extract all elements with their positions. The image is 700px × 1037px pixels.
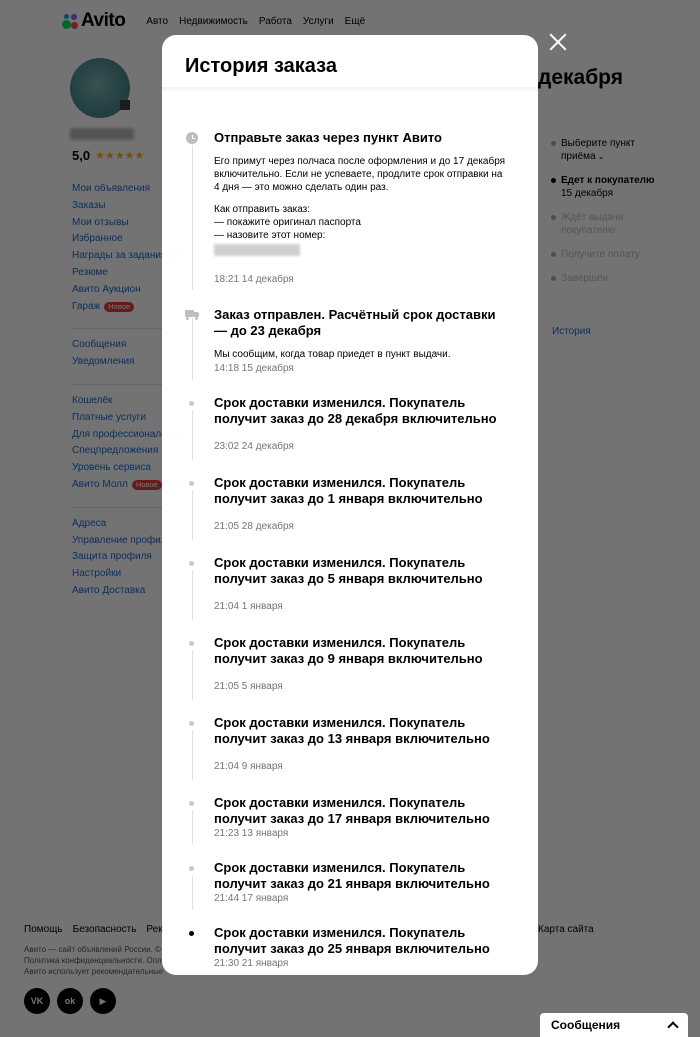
timeline-connector — [192, 490, 193, 540]
timeline-event-body — [214, 130, 510, 285]
timeline-dot-icon — [189, 801, 194, 806]
timeline-dot-icon — [189, 641, 194, 646]
timeline-dot-icon — [189, 561, 194, 566]
timeline-dot-icon — [189, 401, 194, 406]
timeline-event-title: Срок доставки изменился. Покупатель получит заказ до 21 января включительно — [214, 860, 490, 891]
modal-title: История заказа — [185, 55, 337, 77]
timeline-event-text: Его примут через полчаса после оформления и до 17 декабря включительно. Если не успеваете, продлите срок отправки на 4 дня — это можно сделать один раз. — [214, 156, 506, 193]
order-history-modal — [162, 35, 538, 975]
send-instruction-line: — назовите этот номер: — [214, 230, 326, 241]
timeline-event-body — [214, 925, 510, 969]
timeline-event-title: Срок доставки изменился. Покупатель получит заказ до 28 декабря включительно — [214, 395, 497, 426]
timeline-dot-icon — [189, 481, 194, 486]
timeline-connector — [192, 875, 193, 910]
timeline-event-title: Срок доставки изменился. Покупатель получит заказ до 5 января включительно — [214, 555, 483, 586]
timeline-dot-icon — [189, 561, 194, 566]
timeline-dot-icon — [189, 866, 194, 871]
timeline-event-body — [214, 395, 510, 452]
timeline-event-time: 21:04 1 января — [214, 601, 283, 612]
timeline-event-title: Отправьте заказ через пункт Авито — [214, 130, 442, 145]
timeline-event-time: 21:44 17 января — [214, 893, 289, 904]
timeline-dot-icon — [189, 801, 194, 806]
timeline-connector — [192, 730, 193, 780]
clock-icon — [186, 132, 198, 144]
timeline-event-title: Срок доставки изменился. Покупатель получит заказ до 17 января включительно — [214, 795, 490, 826]
timeline-dot-icon — [189, 401, 194, 406]
timeline-event-time: 21:04 9 января — [214, 761, 283, 772]
timeline-connector — [192, 570, 193, 620]
shipment-code-blurred — [214, 244, 300, 256]
timeline-event-time: 21:23 13 января — [214, 828, 289, 839]
messages-bar[interactable] — [540, 1013, 688, 1037]
modal-header-shadow — [162, 87, 538, 93]
timeline-event-title: Срок доставки изменился. Покупатель получит заказ до 13 января включительно — [214, 715, 490, 746]
timeline-connector — [192, 318, 193, 380]
timeline-event-time: 21:05 28 декабря — [214, 521, 294, 532]
send-instruction-line: Как отправить заказ: — [214, 204, 311, 215]
timeline-dot-icon — [189, 931, 194, 936]
close-icon[interactable] — [548, 32, 568, 52]
timeline-event-body — [214, 860, 510, 904]
timeline-event-time: 23:02 24 декабря — [214, 441, 294, 452]
timeline-event-time: 21:05 5 января — [214, 681, 283, 692]
messages-bar-label: Сообщения — [551, 1018, 621, 1032]
timeline-dot-icon — [189, 931, 194, 936]
timeline-event-body — [214, 635, 510, 692]
timeline-connector — [192, 145, 193, 290]
timeline-dot-icon — [189, 481, 194, 486]
timeline-connector — [192, 810, 193, 845]
timeline-event-text: Мы сообщим, когда товар приедет в пункт выдачи. — [214, 349, 451, 360]
timeline-event-title: Срок доставки изменился. Покупатель получит заказ до 1 января включительно — [214, 475, 483, 506]
timeline-event-body — [214, 715, 510, 772]
send-instruction-line: — покажите оригинал паспорта — [214, 217, 361, 228]
timeline-dot-icon — [189, 866, 194, 871]
timeline-event-time: 21:30 21 января — [214, 958, 289, 969]
chevron-up-icon[interactable] — [667, 1021, 678, 1032]
timeline-dot-icon — [189, 721, 194, 726]
timeline-dot-icon — [189, 641, 194, 646]
timeline-event-title: Заказ отправлен. Расчётный срок доставки — до 23 декабря — [214, 307, 496, 338]
timeline-event-title: Срок доставки изменился. Покупатель получит заказ до 25 января включительно — [214, 925, 490, 956]
timeline-event-body — [214, 307, 510, 374]
timeline-connector — [192, 410, 193, 460]
timeline-event-title: Срок доставки изменился. Покупатель получит заказ до 9 января включительно — [214, 635, 483, 666]
timeline-dot-icon — [189, 721, 194, 726]
timeline-event-time: 18:21 14 декабря — [214, 274, 294, 285]
timeline-event-body — [214, 795, 510, 839]
timeline-event-body — [214, 475, 510, 532]
timeline-event-time: 14:18 15 декабря — [214, 363, 294, 374]
timeline-event-body — [214, 555, 510, 612]
clock-icon — [186, 132, 198, 144]
timeline-connector — [192, 650, 193, 700]
send-instructions — [214, 203, 510, 256]
